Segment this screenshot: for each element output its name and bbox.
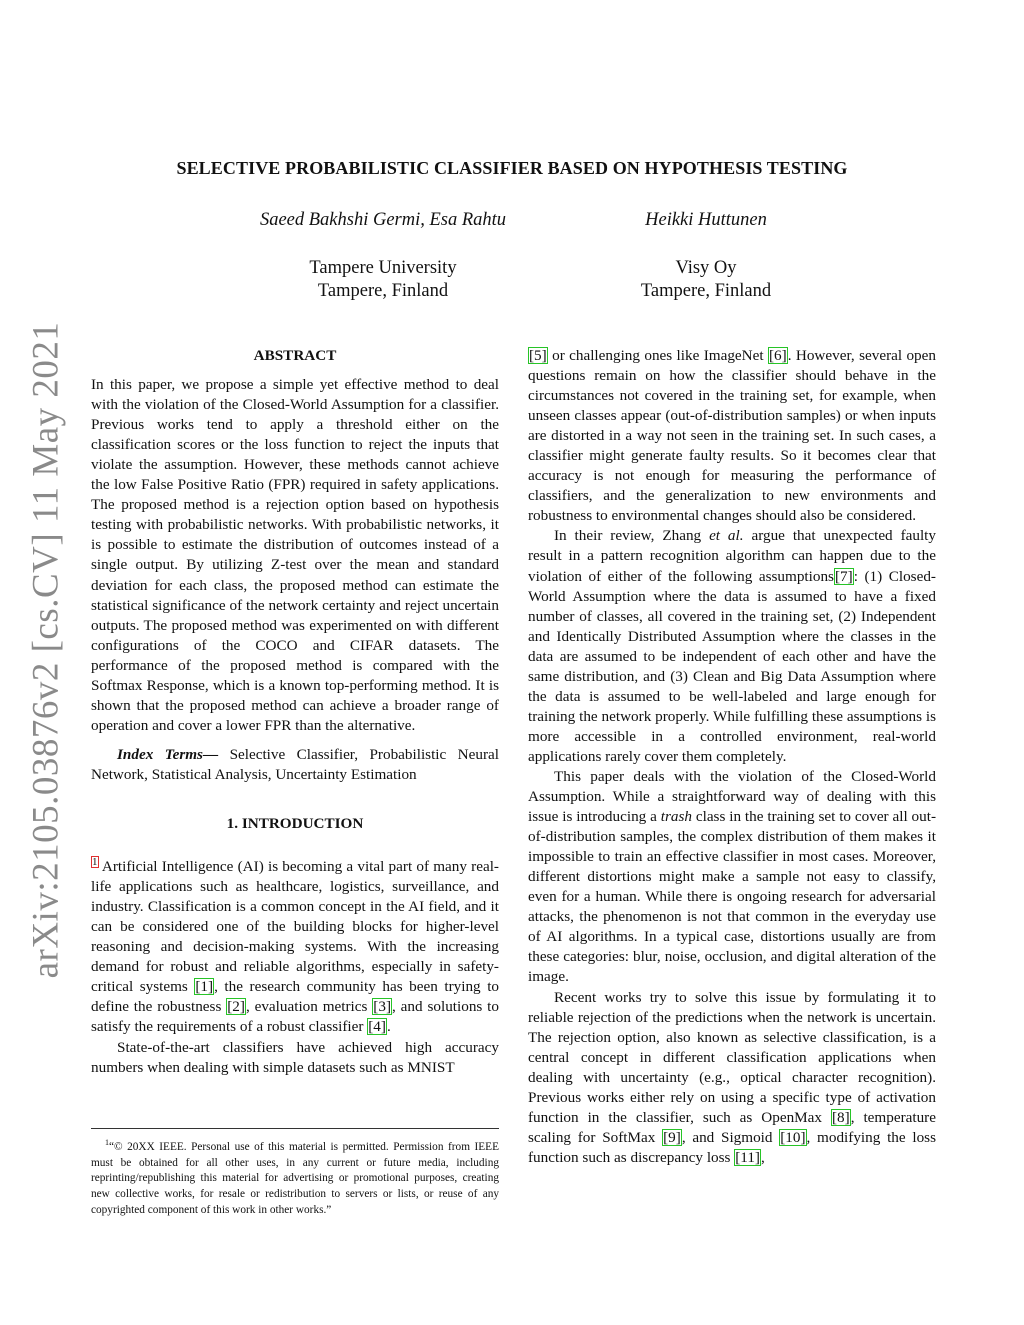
author-names-right: Heikki Huttunen <box>645 210 767 230</box>
citation-link[interactable]: [7] <box>834 567 853 585</box>
location-right: Tampere, Finland <box>640 281 772 301</box>
citation-link[interactable]: [1] <box>195 978 214 996</box>
location-left: Tampere, Finland <box>317 281 449 301</box>
footnote-link[interactable]: 1 <box>92 856 98 869</box>
right-column <box>528 346 936 1168</box>
citation-link[interactable]: [3] <box>373 998 392 1016</box>
copyright-footnote <box>91 1128 499 1219</box>
index-terms-text: Selective Classifier, Probabilistic Neural Network, Statistical Analysis, Uncertainty Estimation <box>91 745 499 783</box>
intro-paragraph-2: State-of-the-art classifiers have achieved high accuracy numbers when dealing with simple datasets such as MNIST <box>91 1038 499 1076</box>
citation-link[interactable]: [9] <box>663 1128 681 1146</box>
affiliation-right: Visy Oy <box>675 257 737 278</box>
abstract-text: In this paper, we propose a simple yet effective method to deal with the violation of the Closed-World Assumption for a classifier. Previous works tend to apply a threshold either on the classification scores or the loss function to reject the inputs that violate the assumption. However, these methods cannot achieve the low False Positive Ratio (FPR) required in safety applications. The proposed method is a rejection option based on hypothesis testing with probabilistic networks. With probabilistic networks, it is possible to estimate the distribution of outcomes instead of a single output. By utilizing Z-test over the mean and standard deviation for each class, the proposed method can estimate the statistical significance of the network certainty and reject uncertain outputs. The proposed method was experimented on with different configurations of the COCO and CIFAR datasets. The performance of the proposed method is compared with the Softmax Response, which is a known top-performing method. It is shown that the proposed method can achieve a broader range of operation and cover a lower FPR than the alternative. <box>91 376 499 734</box>
citation-link[interactable]: [8] <box>831 1108 850 1126</box>
footnote-text: “© 20XX IEEE. Personal use of this material is permitted. Permission from IEEE must be obtained for all other uses, in any current or future media, including reprinting/republishing this material for advertising or promotional purposes, creating new collective works, for resale or redistribution to servers or lists, or reuse of any copyrighted component of this work in other works.” <box>91 1140 499 1216</box>
abstract-heading: ABSTRACT <box>253 347 337 364</box>
arxiv-identifier: arXiv:2105.03876v2 [cs.CV] 11 May 2021 <box>25 321 67 979</box>
index-terms-label: Index Terms— <box>117 745 219 763</box>
left-column <box>91 346 499 1078</box>
author-names-left: Saeed Bakhshi Germi, Esa Rahtu <box>259 210 507 230</box>
citation-link[interactable]: [5] <box>529 347 547 364</box>
citation-link[interactable]: [2] <box>227 998 245 1016</box>
intro-paragraph-5: This paper deals with the violation of the Closed-World Assumption. While a straightforward way of dealing with this issue is introducing a trash class in the training set to cover all out-of-distribution samples, the complex distribution of them makes it impossible to train an effective classifier in most cases. Moreover, different distortions might make a sample not easy to classify, even for a human. While there is ongoing research for adversarial attacks, the phenomenon is not that common in the everyday use of AI algorithms. In a typical case, distortions usually are from these categories: blur, noise, occlusion, and digital alteration of the image. <box>528 767 937 986</box>
author-block-right <box>556 209 856 304</box>
intro-paragraph-1: $^1$ Artificial Intelligence (AI) is becoming a vital part of many real-life applications such as healthcare, logistics, surveillance, and industry. Classification is a common concept in the AI field, and it can be considered one of the building blocks for higher-level reasoning and decision-making systems. With the increasing demand for robust and reliable algorithms, especially in safety-critical systems [1], the research community has been trying to define the robustness [2], evaluation metrics [3], and solutions to satisfy the requirements of a robust classifier [4]. <box>91 856 500 1036</box>
intro-heading: 1. INTRODUCTION <box>226 814 364 832</box>
citation-link[interactable]: [6] <box>768 347 787 364</box>
arxiv-stamp <box>0 0 90 1325</box>
affiliation-left: Tampere University <box>309 257 457 278</box>
paper-title: SELECTIVE PROBABILISTIC CLASSIFIER BASED ON HYPOTHESIS TESTING <box>176 158 848 178</box>
footnote-mark: 1 <box>105 1138 109 1147</box>
index-terms <box>91 745 499 785</box>
intro-paragraph-3: [5] or challenging ones like ImageNet [6]. However, several open questions remain on how the classifier should behave in the circumstances not covered in the training set, for example, when unseen classes appear (out-of-distribution samples) or when inputs are distorted in a way not seen in the training set. In such cases, a classifier might generate faulty results. So it becomes clear that accuracy is not enough for measuring the performance of classifiers, and the generalization to new environments and robustness to environmental changes should also be considered. <box>528 347 936 525</box>
intro-paragraph-4: In their review, Zhang et al. argue that unexpected faulty result in a pattern recognition algorithm can happen due to the violation of either of the following assumptions[7]: (1) Closed-World Assumption where the data is assumed to have a fixed number of classes, all covered in the training set, (2) Independent and Identically Distributed Assumption where the classes in the data are assumed to be independent of each other and have the same distribution, and (3) Clean and Big Data Assumption where the data is assumed to be well-labeled and large enough for training the network properly. While fulfilling these assumptions is more accessible in a controlled environment, real-world applications rarely cover them completely. <box>528 527 936 765</box>
citation-link[interactable]: [11] <box>735 1148 760 1166</box>
citation-link[interactable]: [10] <box>780 1128 806 1146</box>
author-block-left <box>233 209 533 304</box>
intro-paragraph-6: Recent works try to solve this issue by formulating it to reliable rejection of the predictions when the network is uncertain. The rejection option, also known as selective classification, is a central concept in different classification applications when dealing with uncertainty (e.g., optical character recognition). Previous works either rely on using a specific type of activation function in the classifier, such as OpenMax [8], temperature scaling for SoftMax [9], and Sigmoid [10], modifying the loss function such as discrepancy loss [11], <box>528 988 936 1166</box>
citation-link[interactable]: [4] <box>368 1018 386 1036</box>
